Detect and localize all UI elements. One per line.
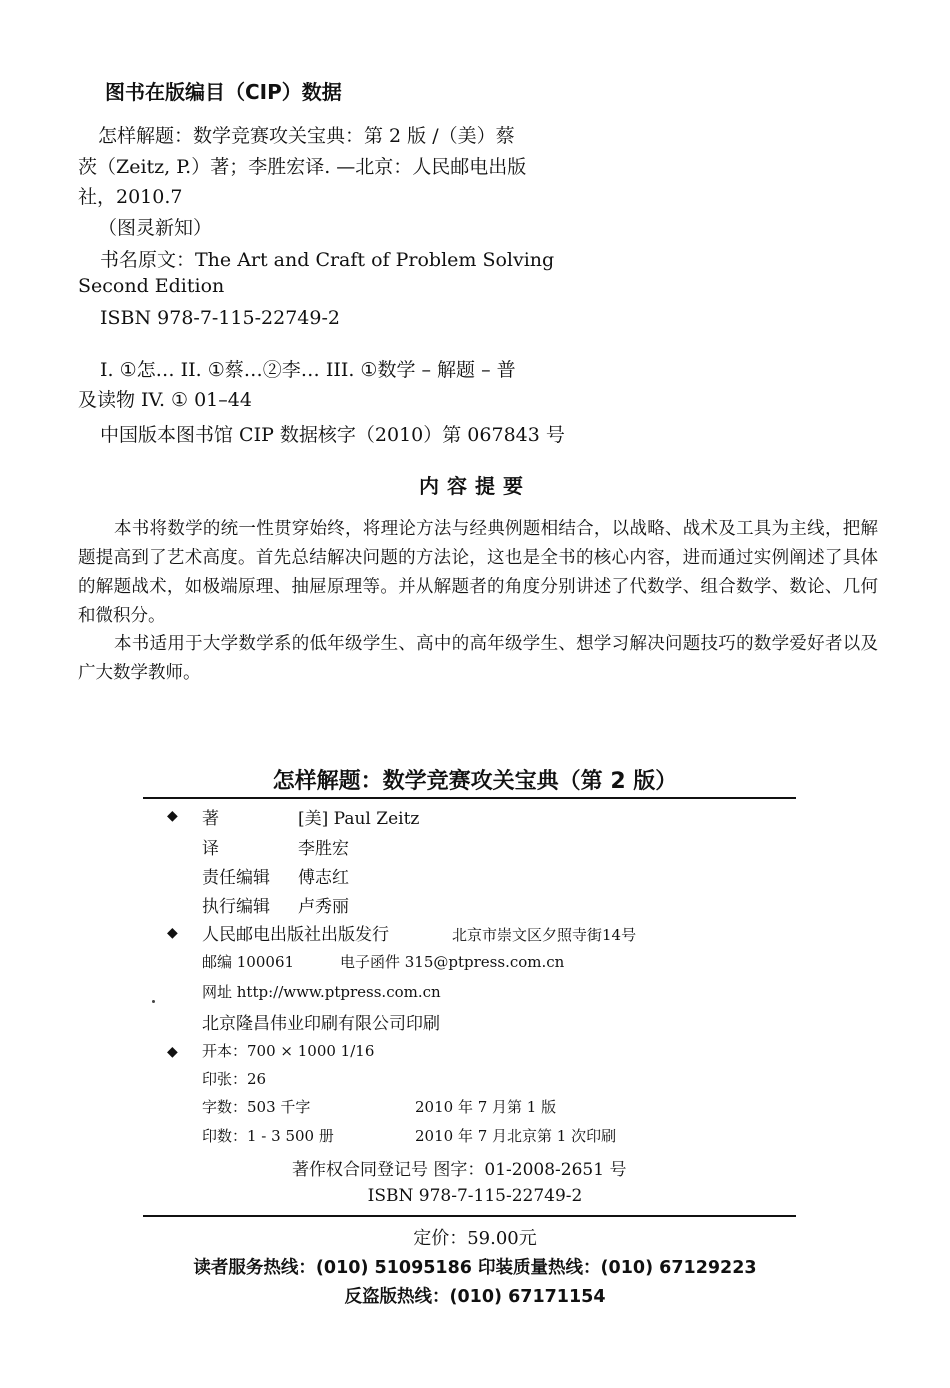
printing: 2010 年 7 月北京第 1 次印刷 — [415, 1127, 617, 1145]
email: 电子函件 315@ptpress.com.cn — [340, 953, 565, 971]
summary-paragraph-1: 本书将数学的统一性贯穿始终，将理论方法与经典例题相结合，以战略、战术及工具为主线，把解题提高到了艺术高度。首先总结解决问题的方法论，这也是全书的核心内容，进而通过实例阐述了具体的解题战术，如极端原理、抽屉原理等。并从解题者的角度分别讲述了代数学、组合数学、数论、几何和微积分。 — [78, 519, 878, 626]
cip-line-9: 及读物 IV. ① 01–44 — [78, 389, 252, 411]
editor-name: 傅志红 — [298, 868, 349, 888]
ink-dot — [152, 1000, 155, 1003]
exec-editor-name: 卢秀丽 — [298, 897, 349, 917]
summary-paragraph-2: 本书适用于大学数学系的低年级学生、高中的高年级学生、想学习解决问题技巧的数学爱好者以及广大数学教师。 — [78, 634, 878, 683]
website: 网址 http://www.ptpress.com.cn — [202, 983, 441, 1001]
bullet-diamond-icon: ◆ — [167, 1044, 178, 1060]
bullet-diamond-icon: ◆ — [167, 808, 178, 824]
cip-line-6: Second Edition — [78, 275, 225, 297]
book-title: 怎样解题：数学竞赛攻关宝典（第 2 版） — [272, 769, 678, 794]
edition: 2010 年 7 月第 1 版 — [415, 1098, 557, 1116]
cip-line-10: 中国版本图书馆 CIP 数据核字（2010）第 067843 号 — [100, 424, 565, 446]
print-run: 印数：1 - 3 500 册 — [202, 1127, 334, 1145]
cip-line-3: 社，2010.7 — [78, 186, 183, 208]
format: 开本：700 × 1000 1/16 — [202, 1042, 375, 1060]
copyright-registration: 著作权合同登记号 图字：01-2008-2651 号 — [292, 1160, 627, 1180]
bullet-diamond-icon: ◆ — [167, 925, 178, 941]
cip-line-2: 茨（Zeitz, P.）著；李胜宏译. —北京：人民邮电出版 — [78, 156, 527, 178]
translator-name: 李胜宏 — [298, 839, 349, 859]
editor-label: 责任编辑 — [202, 868, 270, 888]
publisher-address: 北京市崇文区夕照寺街14号 — [452, 926, 637, 944]
cip-line-8: I. ①怎… II. ①蔡…②李… III. ①数学 – 解题 – 普 — [100, 359, 516, 381]
printer: 北京隆昌伟业印刷有限公司印刷 — [202, 1014, 440, 1034]
postcode: 邮编 100061 — [202, 953, 295, 971]
publisher: 人民邮电出版社出版发行 — [202, 925, 389, 945]
author-name: [美] Paul Zeitz — [298, 809, 420, 829]
bottom-rule — [143, 1215, 796, 1217]
cip-line-4: （图灵新知） — [98, 217, 213, 239]
sheets: 印张：26 — [202, 1070, 267, 1088]
cip-heading: 图书在版编目（CIP）数据 — [105, 80, 342, 104]
cip-line-5: 书名原文：The Art and Craft of Problem Solving — [100, 249, 555, 271]
service-hotline: 读者服务热线：(010) 51095186 印装质量热线：(010) 67129223 — [193, 1258, 757, 1278]
translator-label: 译 — [202, 839, 219, 859]
cip-line-1: 怎样解题：数学竞赛攻关宝典：第 2 版 /（美）蔡 — [98, 125, 515, 147]
cip-line-7: ISBN 978-7-115-22749-2 — [100, 307, 340, 329]
isbn: ISBN 978-7-115-22749-2 — [367, 1186, 583, 1206]
summary-heading: 内容提要 — [419, 474, 531, 498]
top-rule — [143, 797, 796, 799]
author-label: 著 — [202, 809, 219, 829]
anti-piracy-hotline: 反盗版热线：(010) 67171154 — [344, 1287, 606, 1307]
word-count: 字数：503 千字 — [202, 1098, 311, 1116]
exec-editor-label: 执行编辑 — [202, 897, 270, 917]
price: 定价：59.00元 — [413, 1228, 537, 1249]
